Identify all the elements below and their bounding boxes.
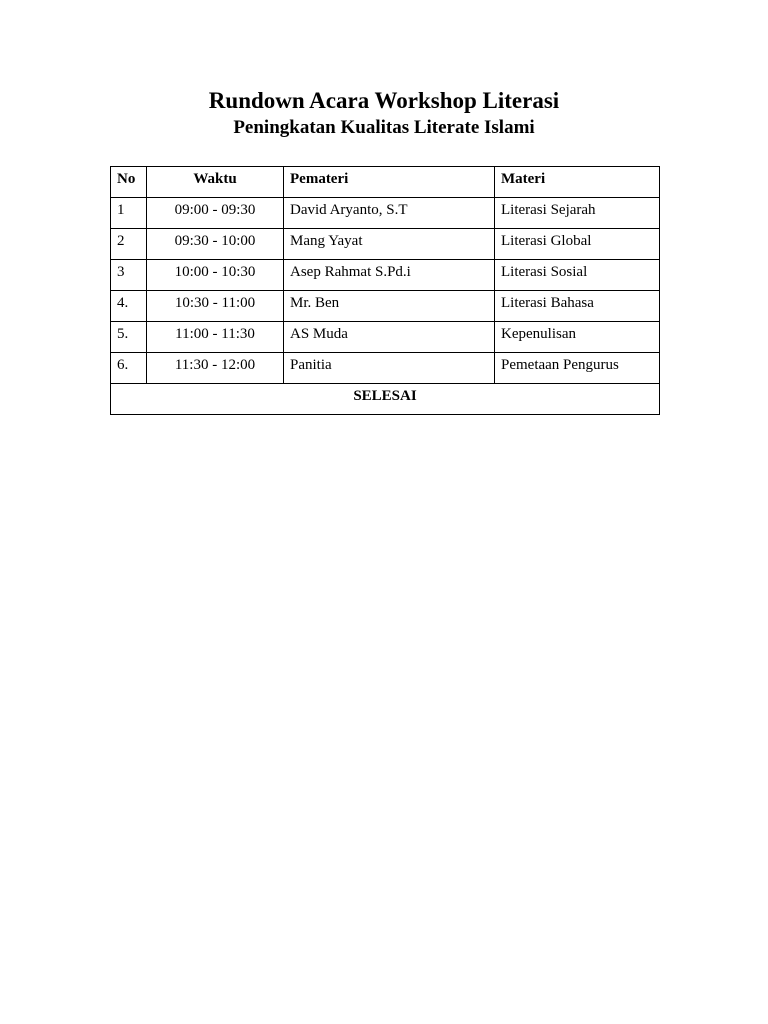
cell-pemateri: AS Muda — [284, 322, 495, 353]
cell-waktu: 10:30 - 11:00 — [147, 291, 284, 322]
table-row — [111, 198, 660, 229]
cell-materi: Literasi Sosial — [495, 260, 660, 291]
cell-no: 5. — [111, 322, 147, 353]
header-waktu: Waktu — [147, 167, 284, 198]
cell-waktu: 11:00 - 11:30 — [147, 322, 284, 353]
cell-materi: Pemetaan Pengurus — [495, 353, 660, 384]
cell-pemateri: Mr. Ben — [284, 291, 495, 322]
table-footer-row — [111, 384, 660, 415]
cell-pemateri: Panitia — [284, 353, 495, 384]
document-title: Rundown Acara Workshop Literasi — [208, 88, 560, 113]
cell-no: 2 — [111, 229, 147, 260]
cell-pemateri: Mang Yayat — [284, 229, 495, 260]
cell-no: 3 — [111, 260, 147, 291]
table-row — [111, 229, 660, 260]
cell-no: 1 — [111, 198, 147, 229]
cell-waktu: 09:30 - 10:00 — [147, 229, 284, 260]
table-row — [111, 260, 660, 291]
cell-no: 6. — [111, 353, 147, 384]
cell-waktu: 11:30 - 12:00 — [147, 353, 284, 384]
cell-materi: Literasi Global — [495, 229, 660, 260]
header-materi: Materi — [495, 167, 660, 198]
cell-materi: Literasi Sejarah — [495, 198, 660, 229]
cell-materi: Kepenulisan — [495, 322, 660, 353]
table-row — [111, 353, 660, 384]
header-no: No — [111, 167, 147, 198]
cell-pemateri: Asep Rahmat S.Pd.i — [284, 260, 495, 291]
cell-materi: Literasi Bahasa — [495, 291, 660, 322]
table-header-row — [111, 167, 660, 198]
table-row — [111, 291, 660, 322]
cell-waktu: 09:00 - 09:30 — [147, 198, 284, 229]
header-pemateri: Pemateri — [284, 167, 495, 198]
cell-waktu: 10:00 - 10:30 — [147, 260, 284, 291]
document-subtitle: Peningkatan Kualitas Literate Islami — [233, 117, 535, 138]
cell-no: 4. — [111, 291, 147, 322]
rundown-table — [110, 166, 660, 415]
table-row — [111, 322, 660, 353]
cell-pemateri: David Aryanto, S.T — [284, 198, 495, 229]
footer-selesai: SELESAI — [111, 384, 660, 415]
